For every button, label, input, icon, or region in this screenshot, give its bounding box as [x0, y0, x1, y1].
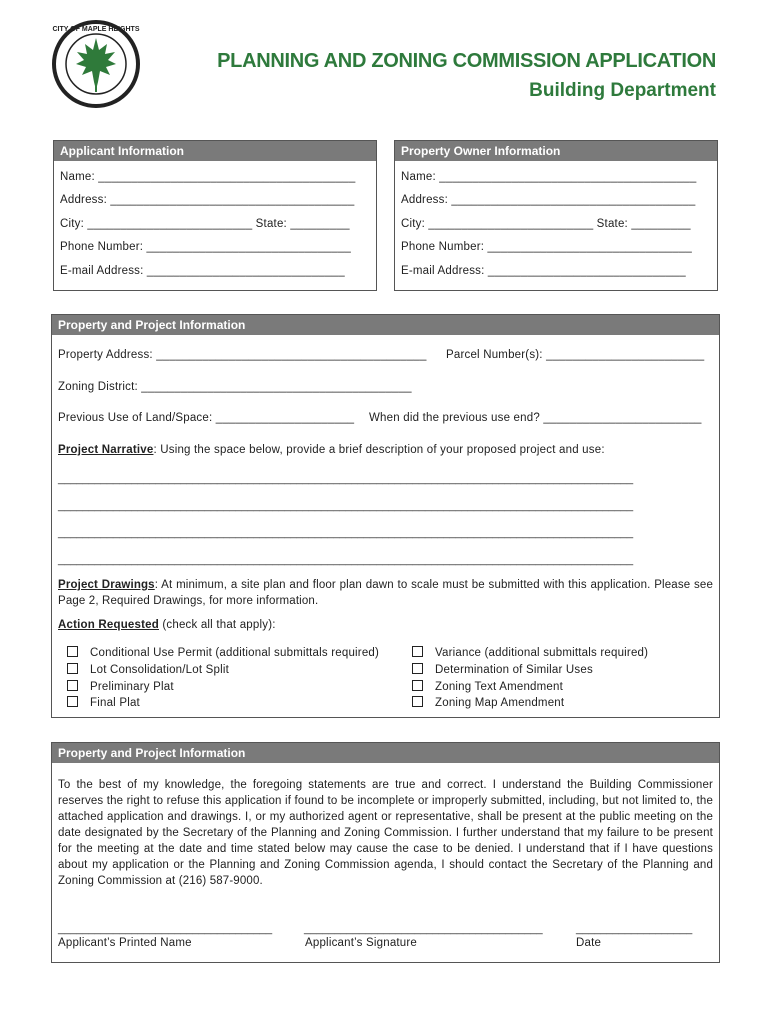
- checkbox-preliminary-plat[interactable]: Preliminary Plat: [67, 680, 174, 693]
- owner-info-section: [394, 140, 718, 291]
- owner-email-field[interactable]: E-mail Address: ______________________________: [401, 265, 686, 277]
- project-narrative-instructions: : Using the space below, provide a brief description of your proposed project and use:: [153, 444, 605, 456]
- action-requested-text: (check all that apply):: [158, 619, 276, 631]
- declaration-text: To the best of my knowledge, the foregoing statements are true and correct. I understand the Building Commissioner reserves the right to refuse this application if found to be incomplete or improperly submitted, including, but not limited to, the attached application and drawings. I, or my authorized agent or representative, shall be present at the public meeting on the date designated by the Secretary of the Planning and Zoning Commission. I further understand that my failure to be present for the meeting at the date and time stated below may cause the case to be denied. I understand that if I have questions about my application or the Planning and Zoning Commission agenda, I should contact the Secretary of the Planning and Zoning Commission at (216) 587-9000.: [58, 779, 713, 887]
- owner-phone-field[interactable]: Phone Number: _______________________________: [401, 241, 693, 253]
- zoning-district-field[interactable]: Zoning District: _________________________________________: [58, 381, 412, 393]
- narrative-line-1[interactable]: ______________________________________________________________________________________________: [58, 473, 634, 485]
- seal-text: CITY OF MAPLE HEIGHTS: [52, 26, 140, 33]
- applicant-city-state-field[interactable]: City: _________________________ State: _________: [60, 218, 350, 230]
- narrative-line-3[interactable]: ______________________________________________________________________________________________: [58, 527, 634, 539]
- checkbox-icon[interactable]: [67, 663, 78, 674]
- narrative-line-2[interactable]: ______________________________________________________________________________________________: [58, 500, 634, 512]
- checkbox-icon[interactable]: [412, 696, 423, 707]
- printed-name-line[interactable]: ___________________________________: [58, 923, 273, 935]
- checkbox-zoning-map-amendment[interactable]: Zoning Map Amendment: [412, 696, 564, 709]
- checkbox-conditional-use[interactable]: Conditional Use Permit (additional submittals required): [67, 646, 379, 659]
- checkbox-lot-consolidation[interactable]: Lot Consolidation/Lot Split: [67, 663, 229, 676]
- applicant-name-field[interactable]: Name: _______________________________________: [60, 171, 356, 183]
- action-requested-prompt: [58, 619, 276, 631]
- owner-name-field[interactable]: Name: _______________________________________: [401, 171, 697, 183]
- checkbox-zoning-text-amendment[interactable]: Zoning Text Amendment: [412, 680, 563, 693]
- checkbox-icon[interactable]: [67, 680, 78, 691]
- owner-address-field[interactable]: Address: _____________________________________: [401, 194, 696, 206]
- project-drawings-label: Project Drawings: [58, 579, 155, 591]
- owner-city-state-field[interactable]: City: _________________________ State: _________: [401, 218, 691, 230]
- declaration-heading: Property and Project Information: [52, 743, 719, 763]
- declaration-section: [51, 742, 720, 963]
- applicant-address-field[interactable]: Address: _____________________________________: [60, 194, 355, 206]
- checkbox-icon[interactable]: [412, 663, 423, 674]
- checkbox-icon[interactable]: [67, 696, 78, 707]
- applicant-info-section: [53, 140, 377, 291]
- page-subtitle: Building Department: [529, 80, 716, 101]
- applicant-info-heading: Applicant Information: [54, 141, 376, 161]
- project-narrative-label: Project Narrative: [58, 444, 154, 456]
- narrative-line-4[interactable]: ______________________________________________________________________________________________: [58, 554, 634, 566]
- checkbox-icon[interactable]: [67, 646, 78, 657]
- project-drawings-text: : At minimum, a site plan and floor plan dawn to scale must be submitted with this application. Please see Page 2, Required Drawings, for more information.: [58, 579, 713, 607]
- printed-name-label: Applicant’s Printed Name: [58, 937, 192, 949]
- checkbox-similar-uses[interactable]: Determination of Similar Uses: [412, 663, 593, 676]
- project-drawings-note: [58, 577, 713, 609]
- owner-info-heading: Property Owner Information: [395, 141, 717, 161]
- previous-use-end-field[interactable]: When did the previous use end? ________________________: [369, 412, 702, 424]
- date-line[interactable]: ___________________: [576, 923, 693, 935]
- property-address-field[interactable]: Property Address: _________________________________________: [58, 349, 427, 361]
- checkbox-variance[interactable]: Variance (additional submittals required): [412, 646, 648, 659]
- project-narrative-prompt: [58, 444, 605, 456]
- signature-label: Applicant’s Signature: [305, 937, 418, 949]
- project-info-heading: Property and Project Information: [52, 315, 719, 335]
- parcel-number-field[interactable]: Parcel Number(s): ________________________: [446, 349, 705, 361]
- applicant-phone-field[interactable]: Phone Number: _______________________________: [60, 241, 352, 253]
- action-requested-label: Action Requested: [58, 619, 159, 631]
- signature-line[interactable]: _______________________________________: [304, 923, 543, 935]
- applicant-email-field[interactable]: E-mail Address: ______________________________: [60, 265, 345, 277]
- date-label: Date: [576, 937, 602, 949]
- checkbox-icon[interactable]: [412, 646, 423, 657]
- project-info-section: [51, 314, 720, 718]
- checkbox-icon[interactable]: [412, 680, 423, 691]
- city-seal-logo: [52, 20, 140, 108]
- checkbox-final-plat[interactable]: Final Plat: [67, 696, 140, 709]
- previous-use-field[interactable]: Previous Use of Land/Space: _____________________: [58, 412, 355, 424]
- page-title: PLANNING AND ZONING COMMISSION APPLICATION: [217, 50, 716, 72]
